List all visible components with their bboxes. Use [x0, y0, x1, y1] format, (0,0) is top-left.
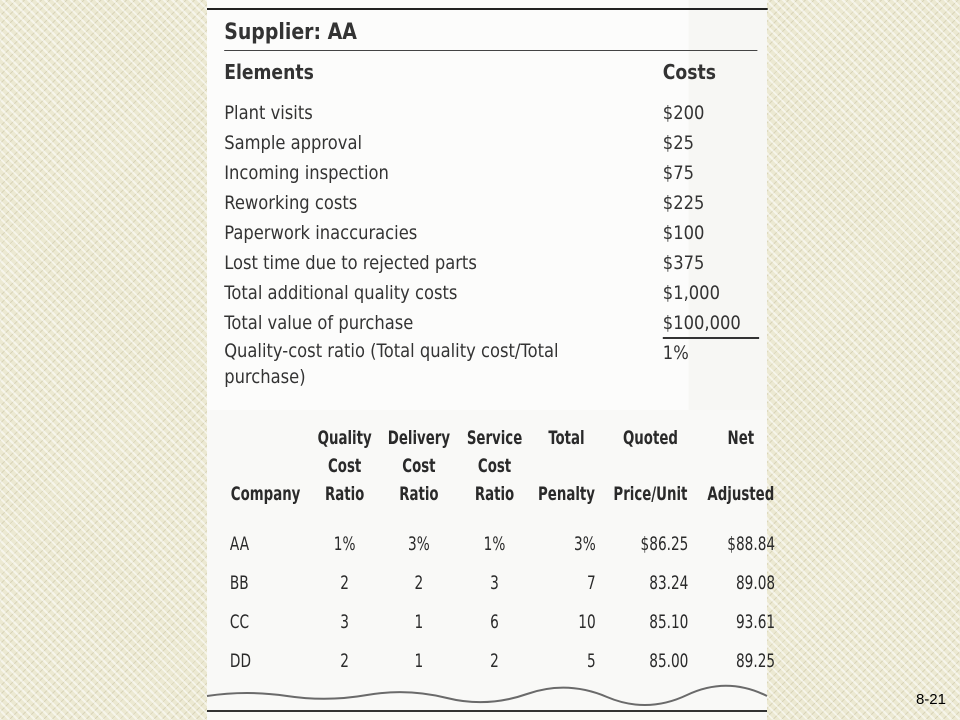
table-cell: 93.61	[736, 610, 776, 633]
header-cell: Delivery	[388, 427, 451, 449]
cost-row	[224, 338, 689, 392]
table-cell: 85.10	[649, 610, 689, 633]
table-cell: 89.25	[736, 649, 776, 672]
cost-row	[224, 248, 705, 278]
cost-row	[224, 308, 741, 338]
table-cell: 1%	[483, 532, 506, 555]
table-cell: 83.24	[649, 571, 689, 594]
element-name: Total additional quality costs	[224, 282, 458, 304]
table-row	[221, 563, 784, 602]
table-row	[221, 524, 784, 563]
costs-header: Costs	[662, 60, 716, 84]
table-cell: $88.84	[727, 532, 776, 555]
header-cell: Cost Ratio	[399, 455, 440, 505]
bottom-rule	[207, 710, 767, 712]
cost-element-list	[224, 98, 741, 392]
cost-row	[224, 188, 705, 218]
slide-number: 8-21	[915, 691, 946, 708]
table-cell: $86.25	[640, 532, 689, 555]
cost-row	[224, 218, 705, 248]
element-name: Quality-cost ratio (Total quality cost/Total purchase)	[224, 340, 559, 388]
element-cost: $1,000	[662, 282, 720, 304]
element-cost: $75	[662, 162, 694, 184]
header-cell: Service	[467, 427, 523, 449]
cost-row	[224, 128, 694, 158]
total-underline	[663, 337, 759, 339]
table-cell: 2	[340, 571, 350, 594]
table-cell: 7	[587, 571, 597, 594]
table-cell: 89.08	[736, 571, 776, 594]
element-name: Reworking costs	[224, 192, 358, 214]
table-cell: 1	[415, 649, 424, 672]
company-cell: AA	[229, 532, 250, 555]
supplier-cost-panel	[207, 0, 741, 410]
element-cost: $375	[662, 252, 705, 274]
spacer-row	[221, 508, 784, 524]
element-name: Paperwork inaccuracies	[224, 222, 418, 244]
table-cell: 3%	[574, 532, 597, 555]
company-cell: DD	[229, 649, 251, 672]
element-name: Lost time due to rejected parts	[224, 252, 477, 274]
company-cell: CC	[229, 610, 250, 633]
table-cell: 6	[490, 610, 500, 633]
header-cell: Adjusted	[707, 483, 775, 505]
header-cell: Total	[548, 427, 585, 449]
table-row	[221, 602, 784, 641]
element-cost: $25	[662, 132, 694, 154]
header-row-top	[221, 424, 784, 452]
header-cell: Quoted	[623, 427, 679, 449]
header-cell: Company	[230, 483, 301, 505]
header-cell: Price/Unit	[613, 483, 688, 505]
cost-row	[224, 98, 705, 128]
penalty-table	[221, 424, 784, 680]
cost-row	[224, 278, 720, 308]
header-cell	[231, 424, 301, 452]
element-cost: $225	[662, 192, 705, 214]
table-row	[221, 641, 784, 680]
table-cell: 10	[578, 610, 597, 633]
element-cost: $100	[662, 222, 705, 244]
element-cost: $200	[662, 102, 705, 124]
spacer-cell	[277, 508, 727, 524]
company-cell: BB	[229, 571, 249, 594]
penalty-panel	[207, 410, 776, 720]
element-name: Sample approval	[224, 132, 363, 154]
header-row-bottom	[221, 452, 784, 508]
table-cell: 2	[490, 649, 500, 672]
table-cell: 1%	[333, 532, 356, 555]
table-cell: 1	[415, 610, 424, 633]
table-cell: 2	[340, 649, 350, 672]
table-cell: 2	[415, 571, 424, 594]
header-cell: Quality	[317, 427, 372, 449]
supplier-title: Supplier: AA	[224, 20, 357, 45]
header-cell: Cost Ratio	[325, 455, 365, 505]
elements-header: Elements	[224, 60, 314, 84]
table-cell: 85.00	[649, 649, 689, 672]
header-cell: Cost Ratio	[475, 455, 515, 505]
scanned-page	[207, 0, 776, 720]
table-cell: 5	[587, 649, 597, 672]
table-cell: 3	[340, 610, 350, 633]
cost-row	[224, 158, 694, 188]
title-rule	[224, 50, 757, 51]
element-name: Total value of purchase	[224, 312, 414, 334]
element-name: Plant visits	[224, 102, 313, 124]
element-name: Incoming inspection	[224, 162, 389, 184]
table-cell: 3%	[408, 532, 431, 555]
header-cell: Penalty	[538, 483, 596, 505]
header-cell: Net	[727, 427, 755, 449]
torn-edge-line	[207, 686, 767, 706]
element-cost: $100,000	[662, 312, 741, 334]
table-cell: 3	[490, 571, 500, 594]
element-cost: 1%	[662, 342, 689, 364]
top-rule	[207, 8, 768, 10]
